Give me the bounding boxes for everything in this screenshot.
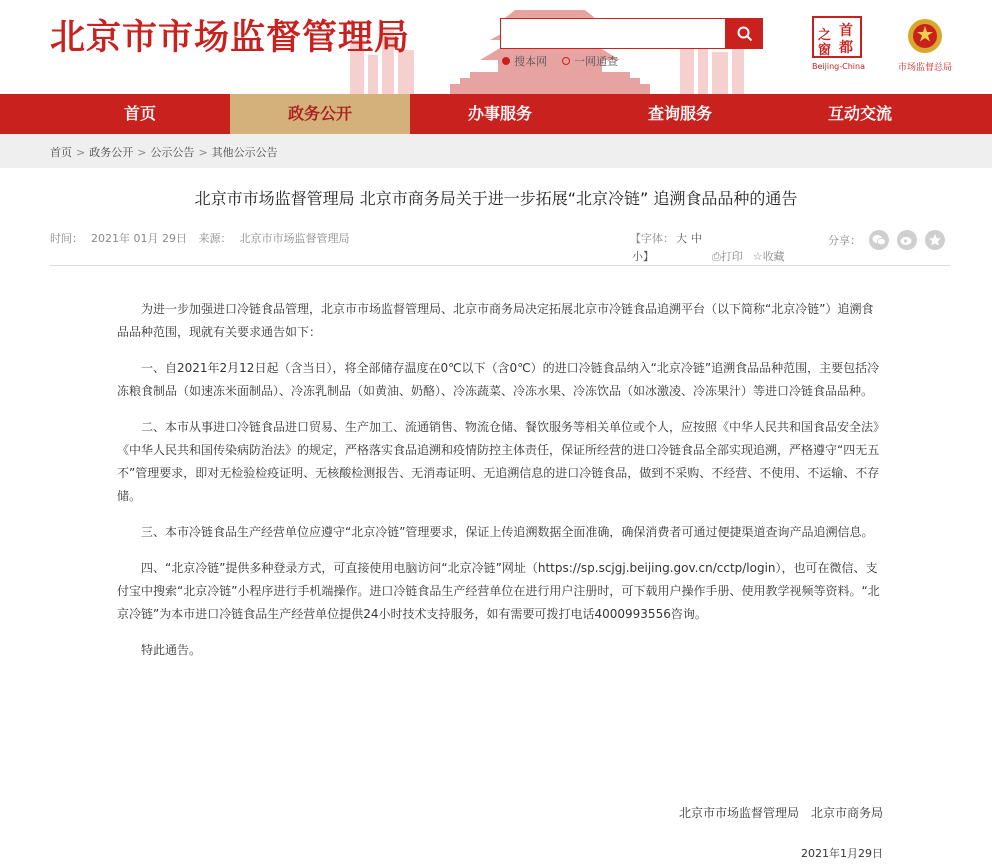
breadcrumb-separator-icon: > bbox=[198, 146, 208, 159]
breadcrumb-bar bbox=[0, 134, 992, 168]
beijing-portal-caption: Beijing-China bbox=[812, 62, 865, 71]
meta-source-label: 来源： bbox=[198, 232, 232, 245]
font-size-medium-button[interactable]: 中 bbox=[691, 232, 702, 245]
radio-unchecked-icon bbox=[562, 57, 570, 65]
breadcrumb-notices[interactable]: 公示公告 bbox=[150, 146, 195, 159]
article-paragraph: 四、“北京冷链”提供多种登录方式，可直接使用电脑访问“北京冷链”网址（https://sp.scjgj.beijing.gov.cn/cctp/login），也可在微信、支付宝中搜索“北京冷链”小程序进行手机端操作。进口冷链食品生产经营单位在进行用户注册时，可下载用户操作手册、使用教学视频等资料。“北京冷链”为本市进口冷链食品生产经营单位提供24小时技术支持服务，如有需要可拨打电话4000993556咨询。 bbox=[117, 561, 880, 621]
article-tools bbox=[712, 248, 785, 264]
meta-time-label: 时间： bbox=[50, 232, 83, 245]
article-title: 北京市市场监督管理局 北京市商务局关于进一步拓展“北京冷链” 追溯食品品种的通告 bbox=[194, 189, 798, 208]
scope-all-label: 一网通查 bbox=[574, 55, 618, 68]
nav-home[interactable]: 首页 bbox=[123, 104, 156, 123]
article-signature: 北京市市场监督管理局 北京市商务局 bbox=[678, 806, 883, 820]
font-size-small-button[interactable]: 小】 bbox=[632, 250, 654, 263]
qzone-star-icon[interactable] bbox=[925, 230, 945, 250]
share-bar bbox=[828, 230, 945, 250]
main-nav bbox=[0, 94, 992, 134]
svg-text:之: 之 bbox=[818, 28, 832, 43]
svg-text:都: 都 bbox=[839, 40, 853, 56]
search-input[interactable] bbox=[506, 20, 725, 49]
article-date: 2021年1月29日 bbox=[801, 847, 883, 860]
breadcrumb-home[interactable]: 首页 bbox=[50, 146, 72, 159]
breadcrumb-separator-icon: > bbox=[137, 146, 147, 159]
breadcrumb-separator-icon: > bbox=[76, 146, 86, 159]
search-button[interactable] bbox=[726, 18, 763, 49]
meta-divider bbox=[50, 265, 950, 266]
beijing-portal-logo-mark bbox=[812, 16, 862, 58]
search-box bbox=[500, 18, 726, 49]
beijing-portal-logo[interactable] bbox=[812, 16, 864, 74]
font-size-large-button[interactable]: 大 bbox=[676, 232, 687, 245]
article-paragraph: 特此通告。 bbox=[141, 643, 202, 657]
wechat-icon[interactable] bbox=[869, 230, 889, 250]
font-size-controls bbox=[630, 230, 710, 266]
scope-site[interactable] bbox=[502, 53, 547, 69]
article-body bbox=[117, 298, 883, 675]
star-icon: ☆ bbox=[752, 250, 763, 263]
article-paragraph: 三、本市冷链食品生产经营单位应遵守“北京冷链”管理要求，保证上传追溯数据全面准确，确保消费者可通过便捷渠道查询产品追溯信息。 bbox=[141, 525, 874, 539]
favorite-label: 收藏 bbox=[762, 250, 785, 263]
beijing-portal-glyphs bbox=[814, 18, 860, 56]
article-meta bbox=[50, 230, 357, 246]
share-label: 分享： bbox=[828, 234, 861, 247]
font-size-label: 【字体： bbox=[630, 232, 674, 245]
samr-caption: 市场监督总局 bbox=[897, 63, 952, 73]
breadcrumb-other-notices[interactable]: 其他公示公告 bbox=[211, 146, 278, 159]
svg-text:窗: 窗 bbox=[818, 43, 832, 56]
nav-services[interactable]: 办事服务 bbox=[467, 104, 532, 123]
article-paragraph: 二、本市从事进口冷链食品进口贸易、生产加工、流通销售、物流仓储、餐饮服务等相关单位或个人，应按照《中华人民共和国食品安全法》《中华人民共和国传染病防治法》的规定，严格落实食品追溯和疫情防控主体责任，保证所经营的进口冷链食品全部实现追溯，严格遵守“四无五不”管理要求，即对无检验检疫证明、无核酸检测报告、无消毒证明、无追溯信息的进口冷链食品，做到不采购、不经营、不使用、不运输、不存储。 bbox=[117, 420, 880, 503]
scope-site-label: 搜本网 bbox=[514, 55, 547, 68]
radio-checked-icon bbox=[502, 57, 510, 65]
site-header bbox=[0, 0, 992, 94]
nav-spacer bbox=[0, 94, 50, 134]
nav-government-affairs[interactable]: 政务公开 bbox=[230, 94, 410, 134]
scope-all[interactable] bbox=[562, 53, 618, 69]
article-paragraph: 一、自2021年2月12日起（含当日），将全部储存温度在0℃以下（含0℃）的进口冷链食品纳入“北京冷链”追溯食品品种范围，主要包括冷冻粮食制品（如速冻米面制品）、冷冻乳制品（如黄油、奶酪）、冷冻蔬菜、冷冻水果、冷冻饮品（如冰激凌、冷冻果汁）等进口冷链食品品种。 bbox=[117, 361, 880, 398]
nav-inquiry[interactable]: 查询服务 bbox=[647, 104, 712, 123]
print-button[interactable] bbox=[712, 248, 743, 264]
site-title[interactable]: 北京市市场监督管理局 bbox=[50, 18, 411, 58]
nav-interaction[interactable]: 互动交流 bbox=[827, 104, 892, 123]
meta-time-value: 2021年 01月 29日 bbox=[91, 232, 187, 245]
search-icon bbox=[737, 26, 753, 42]
article-paragraph: 为进一步加强进口冷链食品管理，北京市市场监督管理局、北京市商务局决定拓展北京市冷链食品追溯平台（以下简称“北京冷链”）追溯食品品种范围，现就有关要求通告如下： bbox=[117, 302, 874, 339]
svg-text:首: 首 bbox=[839, 23, 853, 39]
meta-source-value: 北京市市场监督管理局 bbox=[239, 232, 350, 245]
national-emblem-icon bbox=[890, 16, 960, 58]
printer-icon: ⎙ bbox=[712, 250, 721, 263]
breadcrumb bbox=[50, 144, 278, 160]
breadcrumb-gov[interactable]: 政务公开 bbox=[89, 146, 134, 159]
print-label: 打印 bbox=[720, 250, 743, 263]
favorite-button[interactable] bbox=[753, 248, 785, 264]
samr-logo[interactable] bbox=[890, 16, 960, 74]
weibo-icon[interactable] bbox=[897, 230, 917, 250]
